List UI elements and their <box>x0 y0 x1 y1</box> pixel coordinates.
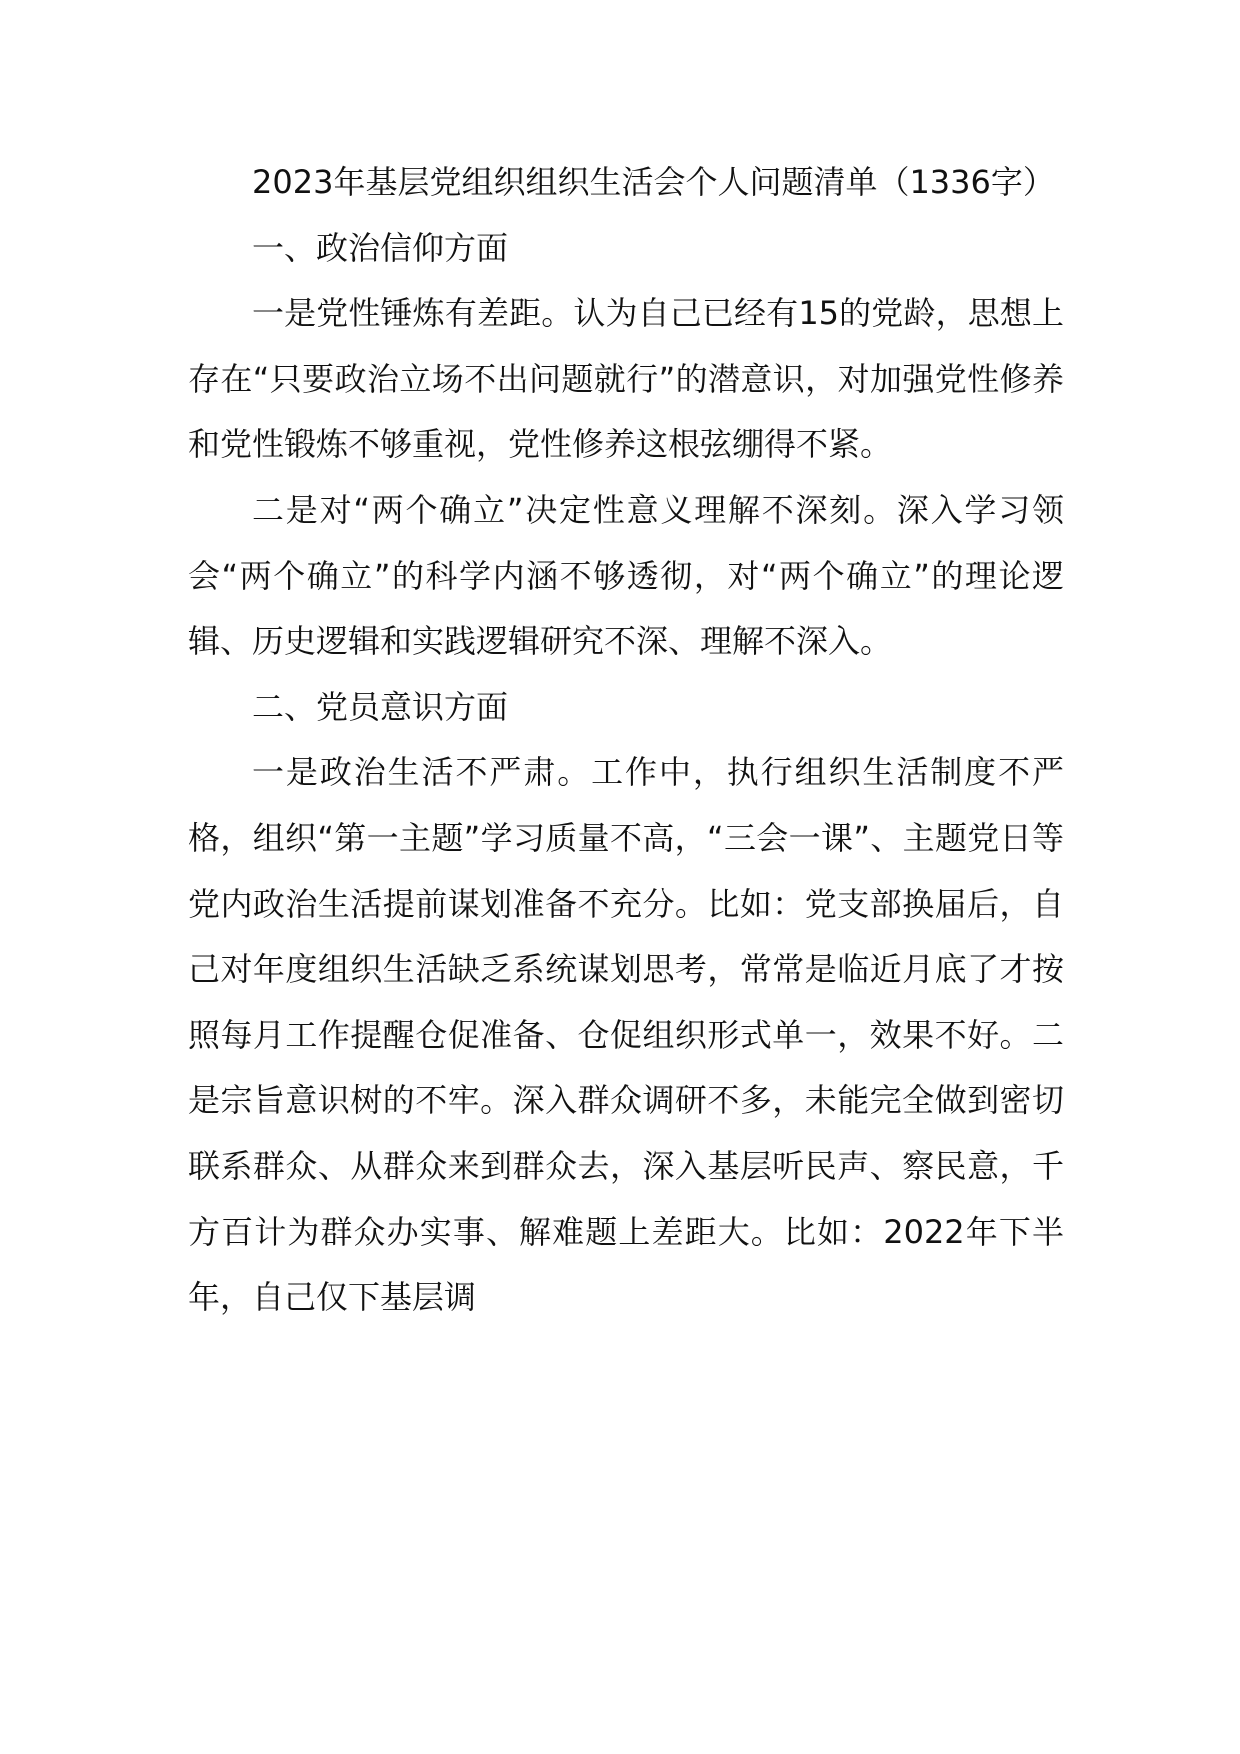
paragraph-two-establishments: 二是对“两个确立”决定性意义理解不深刻。深入学习领会“两个确立”的科学内涵不够透彻，对“两个确立”的理论逻辑、历史逻辑和实践逻辑研究不深、理解不深入。 <box>188 490 1064 661</box>
paragraph-political-life: 一是政治生活不严肃。工作中，执行组织生活制度不严格，组织“第一主题”学习质量不高，“三会一课”、主题党日等党内政治生活提前谋划准备不充分。比如：党支部换届后，自己对年度组织生活缺乏系统谋划思考，常常是临近月底了才按照每月工作提醒仓促准备、仓促组织形式单一，效果不好。二是宗旨意识树的不牢。深入群众调研不多，未能完全做到密切联系群众、从群众来到群众去，深入基层听民声、察民意，千方百计为群众办实事、解难题上差距大。比如：2022年下半年，自己仅下基层调 <box>188 753 1064 1317</box>
document-body <box>188 150 1064 1331</box>
paragraph-party-spirit: 一是党性锤炼有差距。认为自己已经有15的党龄，思想上存在“只要政治立场不出问题就行”的潜意识，对加强党性修养和党性锻炼不够重视，党性修养这根弦绷得不紧。 <box>188 294 1064 464</box>
section-heading-party-member-awareness: 二、党员意识方面 <box>252 687 509 726</box>
section-heading-political-belief: 一、政治信仰方面 <box>252 228 509 267</box>
document-title: 2023年基层党组织组织生活会个人问题清单（1336字） <box>252 163 1055 201</box>
